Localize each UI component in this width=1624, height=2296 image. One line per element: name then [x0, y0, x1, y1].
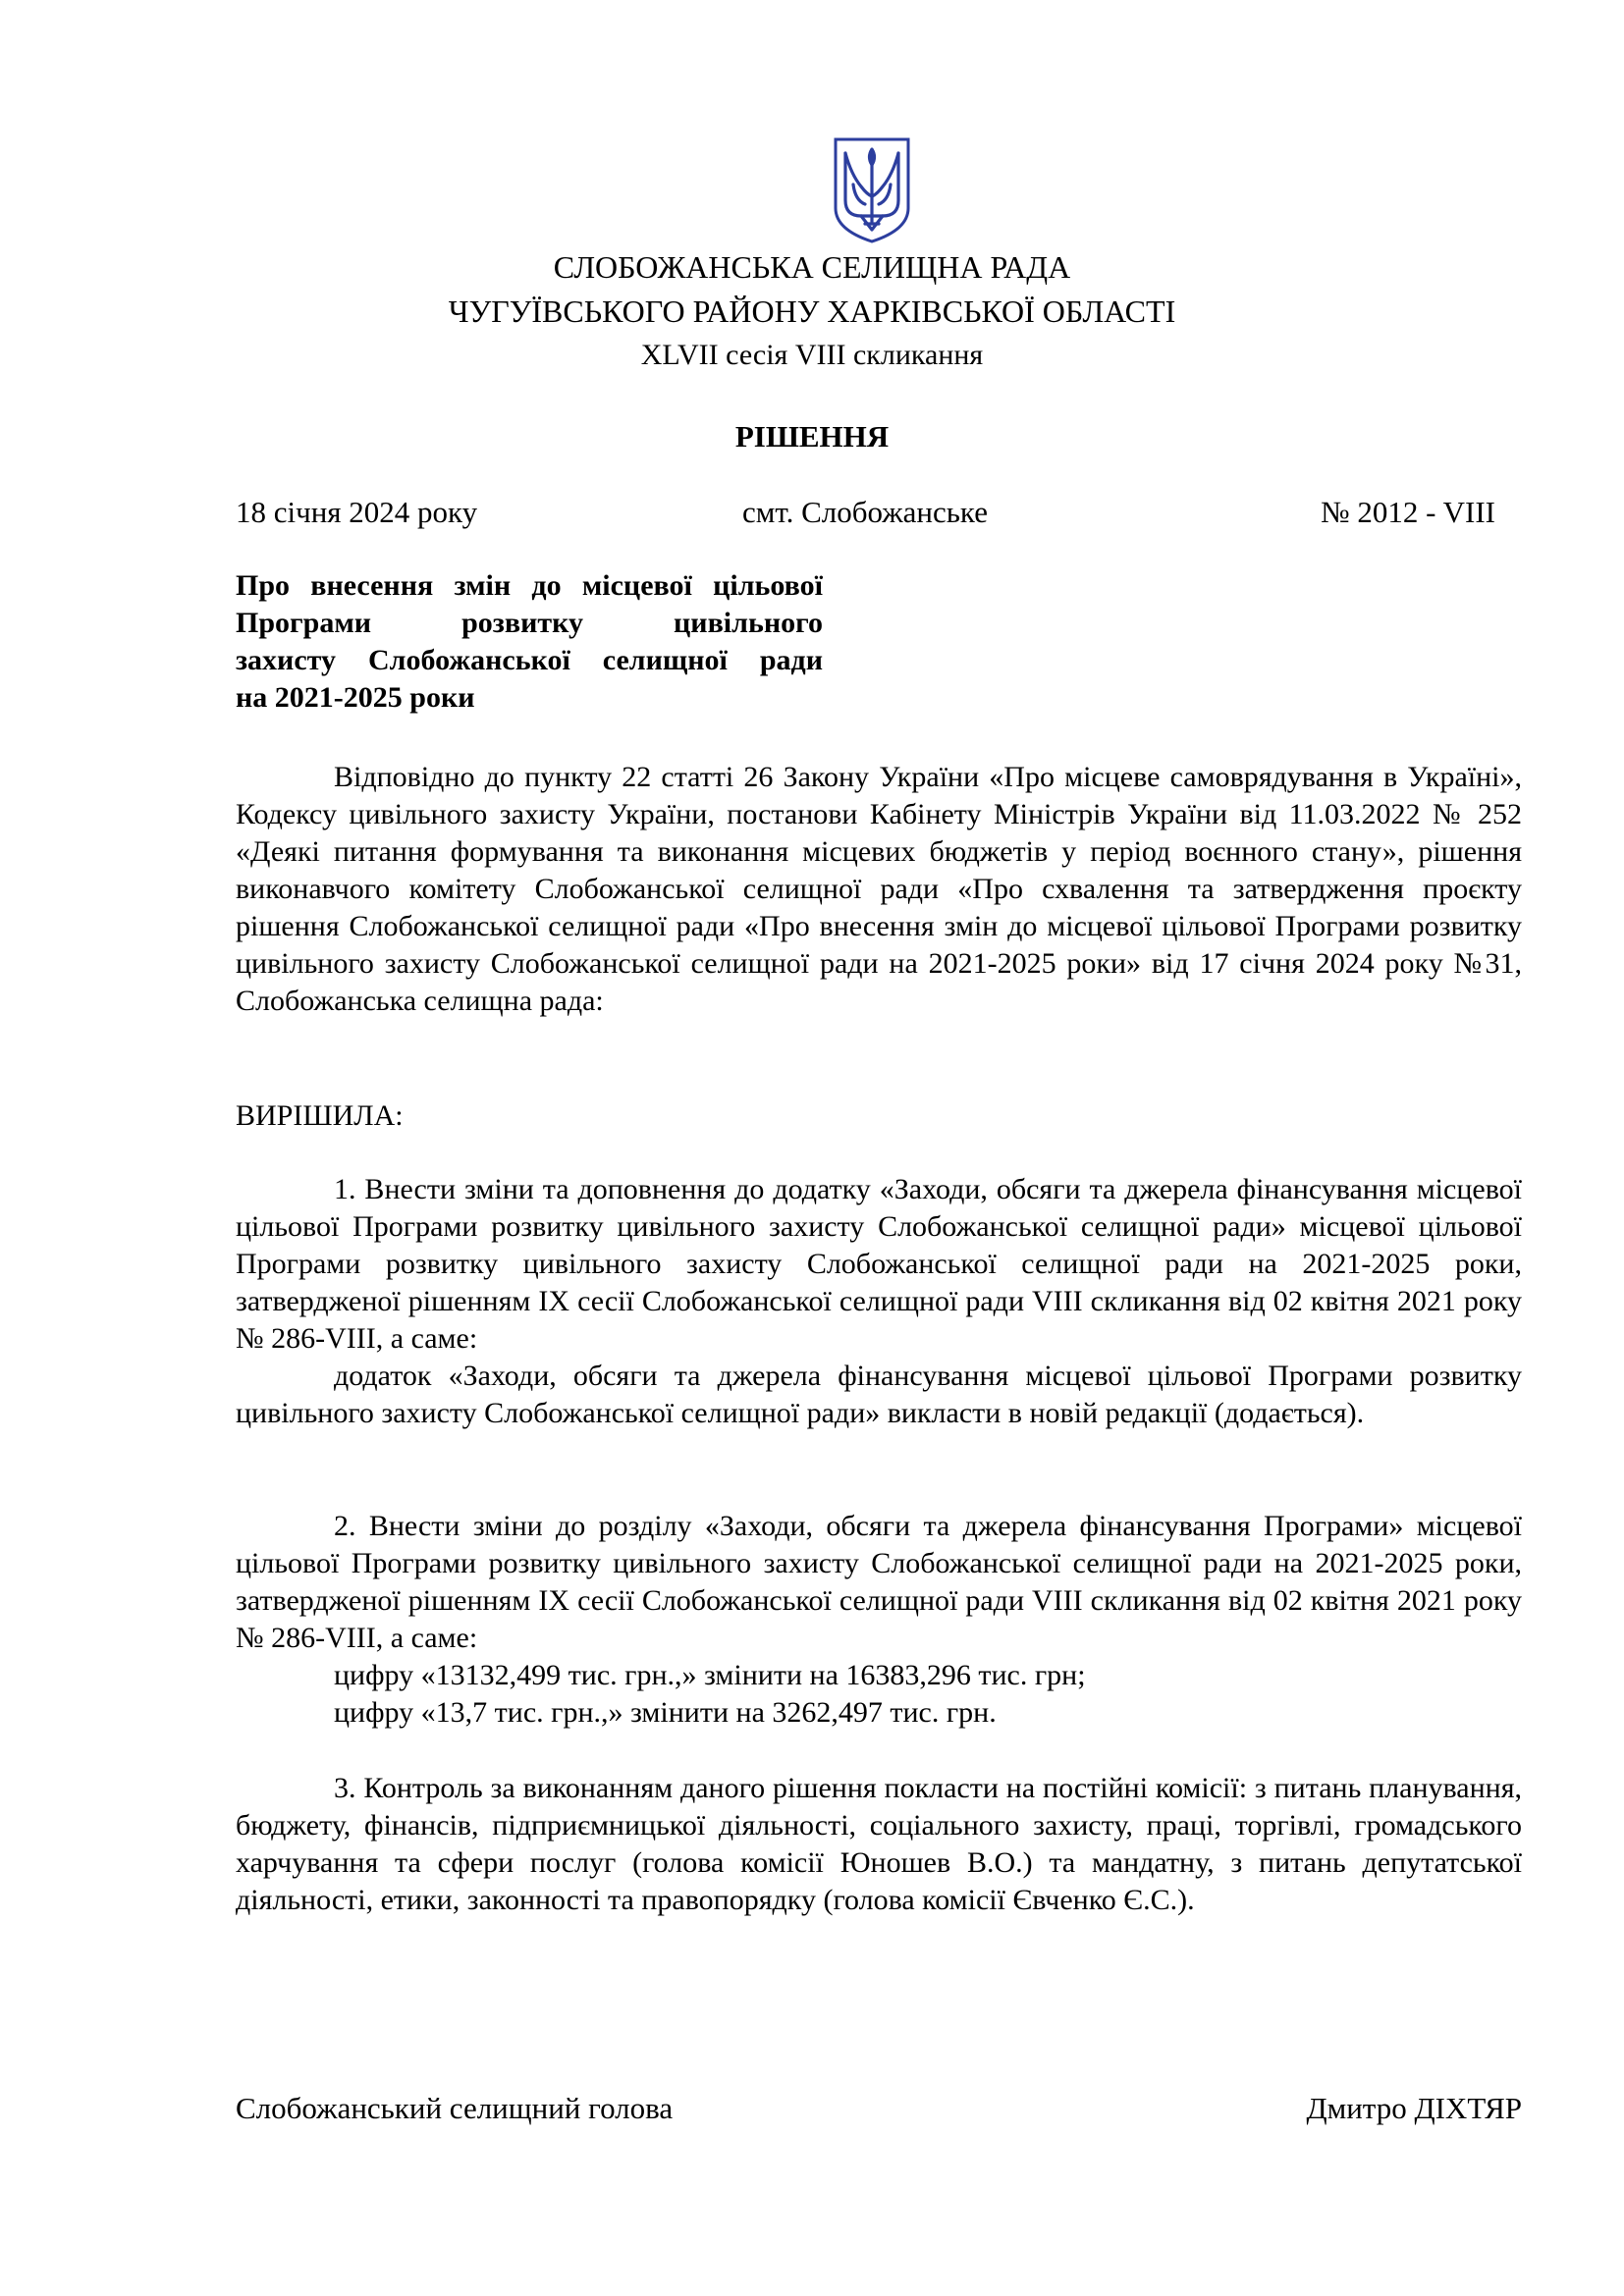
item-2-paragraph: 2. Внести зміни до розділу «Заходи, обсяги та джерела фінансування Програми» місцевої цільової Програми розвитку цивільного захисту Слобожанської селищної ради на 2021-2025 роки, затвердженої рішенням IX сесії Слобожанської селищної ради VIII скликання від 02 квітня 2021 року № 286-VIII, а саме:: [236, 1510, 1522, 1654]
signatory-title: Слобожанський селищний голова: [236, 2091, 674, 2125]
item-1-paragraph: 1. Внести зміни та доповнення до додатку «Заходи, обсяги та джерела фінансування місцевої цільової Програми розвитку цивільного захисту Слобожанської селищної ради» місцевої цільової Програми розвитку цивільного захисту Слобожанської селищної ради на 2021-2025 роки, затвердженої рішенням IX сесії Слобожанської селищної ради VIII скликання від 02 квітня 2021 року № 286-VIII, а саме:: [236, 1173, 1522, 1355]
document-subject: [236, 567, 823, 717]
preamble-paragraph: Відповідно до пункту 22 статті 26 Закону України «Про місцеве самоврядування в Україні», Кодексу цивільного захисту України, постанови Кабінету Міністрів України від 11.03.2022 № 252 «Деякі питання формування та виконання місцевих бюджетів у період воєнного стану», рішення виконавчого комітету Слобожанської селищної ради «Про схвалення та затвердження проєкту рішення Слобожанської селищної ради «Про внесення змін до місцевої цільової Програми розвитку цивільного захисту Слобожанської селищної ради на 2021-2025 роки» від 17 січня 2024 року №31, Слобожанська селищна рада:: [236, 761, 1522, 1017]
council-name: СЛОБОЖАНСЬКА СЕЛИЩНА РАДА: [553, 249, 1071, 285]
item-1-sub-paragraph: додаток «Заходи, обсяги та джерела фінансування місцевої цільової Програми розвитку цивільного захисту Слобожанської селищної ради» викласти в новій редакції (додається).: [236, 1360, 1522, 1429]
subject-line: Про внесення змін до місцевої цільової: [236, 569, 823, 602]
session-name: XLVII сесія VIII скликання: [640, 339, 984, 371]
resolved-heading: ВИРІШИЛА:: [236, 1099, 404, 1132]
item-2-change-b: цифру «13,7 тис. грн.,» змінити на 3262,497 тис. грн.: [334, 1696, 997, 1729]
ukraine-trident-icon: [832, 135, 912, 245]
item-2-change-a: цифру «13132,499 тис. грн.,» змінити на 16383,296 тис. грн;: [334, 1659, 1086, 1691]
signature-block: [236, 2089, 1522, 2128]
item-3-paragraph: 3. Контроль за виконанням даного рішення покласти на постійні комісії: з питань планування, бюджету, фінансів, підприємницької діяльності, соціального захисту, праці, торгівлі, громадського харчування та сфери послуг (голова комісії Юношев В.О.) та мандатну, з питань депутатської діяльності, етики, законності та правопорядку (голова комісії Євченко Є.С.).: [236, 1772, 1522, 1916]
signatory-name: Дмитро ДІХТЯР: [1306, 2091, 1522, 2125]
document-place: смт. Слобожанське: [742, 495, 988, 529]
subject-line: Програми розвитку цивільного: [236, 607, 823, 639]
subject-line: на 2021-2025 роки: [236, 681, 475, 714]
document-title: РІШЕННЯ: [734, 419, 890, 454]
document-date: 18 січня 2024 року: [236, 495, 478, 529]
document-number: № 2012 - VIII: [1321, 495, 1495, 529]
district-name: ЧУГУЇВСЬКОГО РАЙОНУ ХАРКІВСЬКОЇ ОБЛАСТІ: [448, 294, 1176, 329]
document-meta-row: [236, 493, 1495, 532]
subject-line: захисту Слобожанської селищної ради: [236, 644, 823, 676]
